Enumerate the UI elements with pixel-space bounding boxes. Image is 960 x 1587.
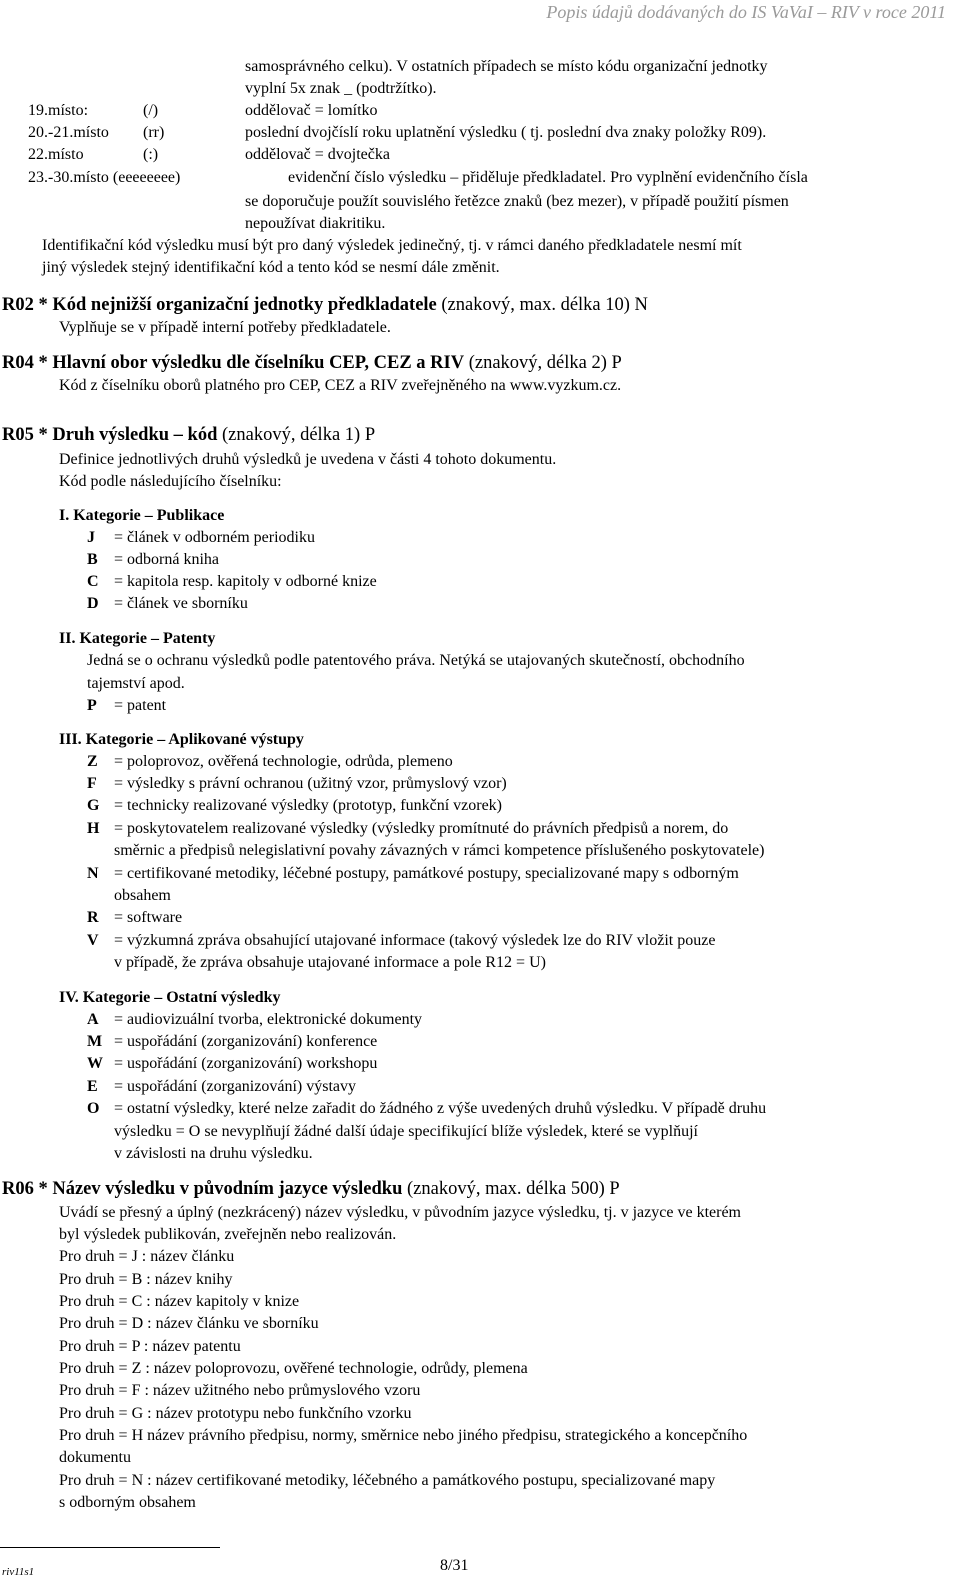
- section-heading-r06: R06 * Název výsledku v původním jazyce výsledku (znakový, max. délka 500) P: [2, 1179, 620, 1199]
- page-number: 8/31: [440, 1557, 469, 1574]
- code-item: O = ostatní výsledky, které nelze zařadit do žádného z výše uvedených druhů výsledku. V případě druhu: [87, 1100, 767, 1117]
- section-heading-r02: R02 * Kód nejnižší organizační jednotky předkladatele (znakový, max. délka 10) N: [2, 295, 648, 315]
- page-header-title: Popis údajů dodávaných do IS VaVaI – RIV v roce 2011: [546, 2, 946, 22]
- text-line: Pro druh = D : název článku ve sborníku: [59, 1315, 319, 1332]
- text-line: Pro druh = G : název prototypu nebo funkčního vzorku: [59, 1405, 412, 1422]
- text-line: Jedná se o ochranu výsledků podle patentového práva. Netýká se utajovaných skutečností, obchodního: [87, 652, 745, 669]
- code-item: F = výsledky s právní ochranou (užitný vzor, průmyslový vzor): [87, 775, 507, 792]
- text-line: nepoužívat diakritiku.: [245, 215, 386, 232]
- code-item: V = výzkumná zpráva obsahující utajované informace (takový výsledek lze do RIV vložit pouze: [87, 932, 716, 949]
- text-line: dokumentu: [59, 1449, 131, 1466]
- text-line: Pro druh = B : název knihy: [59, 1271, 233, 1288]
- code-item: D = článek ve sborníku: [87, 595, 248, 612]
- category-heading: II. Kategorie – Patenty: [59, 630, 216, 647]
- section-heading-r05: R05 * Druh výsledku – kód (znakový, délka 1) P: [2, 425, 376, 445]
- footer-divider: [0, 1547, 220, 1548]
- position-code: (/): [143, 102, 159, 119]
- section-heading-r04: R04 * Hlavní obor výsledku dle číselníku CEP, CEZ a RIV (znakový, délka 2) P: [2, 353, 622, 373]
- text-line: směrnic a předpisů nelegislativní povahy závazných v rámci kompetence příslušeného poskytovatele): [114, 842, 765, 859]
- code-item: R = software: [87, 909, 183, 926]
- text-line: výsledku = O se nevyplňují žádné další údaje specifikující blíže výsledek, které se vyplňují: [114, 1123, 698, 1140]
- code-item: J = článek v odborném periodiku: [87, 529, 315, 546]
- text-line: byl výsledek publikován, zveřejněn nebo realizován.: [59, 1226, 397, 1243]
- text-line: Pro druh = P : název patentu: [59, 1338, 241, 1355]
- position-label: 23.-30.místo (eeeeeeee): [28, 169, 181, 186]
- code-item: W = uspořádání (zorganizování) workshopu: [87, 1055, 378, 1072]
- text-line: se doporučuje použít souvislého řetězce znaků (bez mezer), v případě použití písmen: [245, 193, 789, 210]
- code-item: P = patent: [87, 697, 167, 714]
- category-heading: I. Kategorie – Publikace: [59, 507, 225, 524]
- section-description: Definice jednotlivých druhů výsledků je uvedena v části 4 tohoto dokumentu.: [59, 451, 557, 468]
- code-item: E = uspořádání (zorganizování) výstavy: [87, 1078, 356, 1095]
- position-label: 19.místo:: [28, 102, 89, 119]
- code-item: C = kapitola resp. kapitoly v odborné knize: [87, 573, 377, 590]
- position-code: (rr): [143, 124, 165, 141]
- category-heading: III. Kategorie – Aplikované výstupy: [59, 731, 304, 748]
- code-item: G = technicky realizované výsledky (prototyp, funkční vzorek): [87, 797, 502, 814]
- position-label: 20.-21.místo: [28, 124, 109, 141]
- section-description: Vyplňuje se v případě interní potřeby předkladatele.: [59, 319, 391, 336]
- code-item: B = odborná kniha: [87, 551, 219, 568]
- code-item: H = poskytovatelem realizované výsledky (výsledky promítnuté do právních předpisů a norem, do: [87, 820, 729, 837]
- text-line: Pro druh = J : název článku: [59, 1248, 235, 1265]
- text-line: Pro druh = C : název kapitoly v knize: [59, 1293, 300, 1310]
- section-description: Kód z číselníku oborů platného pro CEP, CEZ a RIV zveřejněného na www.vyzkum.cz.: [59, 377, 622, 394]
- code-item: A = audiovizuální tvorba, elektronické dokumenty: [87, 1011, 423, 1028]
- text-line: evidenční číslo výsledku – přiděluje předkladatel. Pro vyplnění evidenčního čísla: [288, 169, 808, 186]
- text-line: poslední dvojčíslí roku uplatnění výsledku ( tj. poslední dva znaky položky R09).: [245, 124, 767, 141]
- text-line: oddělovač = dvojtečka: [245, 146, 390, 163]
- code-item: M = uspořádání (zorganizování) konference: [87, 1033, 378, 1050]
- text-line: s odborným obsahem: [59, 1494, 196, 1511]
- text-line: vyplní 5x znak _ (podtržítko).: [245, 80, 437, 97]
- text-line: samosprávného celku). V ostatních případech se místo kódu organizační jednotky: [245, 58, 768, 75]
- position-label: 22.místo: [28, 146, 84, 163]
- text-line: Identifikační kód výsledku musí být pro daný výsledek jedinečný, tj. v rámci daného předkladatele nesmí mít: [42, 237, 742, 254]
- text-line: Pro druh = F : název užitného nebo průmyslového vzoru: [59, 1382, 421, 1399]
- section-description: Kód podle následujícího číselníku:: [59, 473, 282, 490]
- text-line: oddělovač = lomítko: [245, 102, 378, 119]
- text-line: Pro druh = Z : název poloprovozu, ověřené technologie, odrůdy, plemena: [59, 1360, 528, 1377]
- text-line: v případě, že zpráva obsahuje utajované informace a pole R12 = U): [114, 954, 546, 971]
- code-item: Z = poloprovoz, ověřená technologie, odrůda, plemeno: [87, 753, 453, 770]
- category-heading: IV. Kategorie – Ostatní výsledky: [59, 989, 281, 1006]
- text-line: obsahem: [114, 887, 171, 904]
- text-line: Uvádí se přesný a úplný (nezkrácený) název výsledku, v původním jazyce výsledku, tj. v jazyce ve kterém: [59, 1204, 741, 1221]
- text-line: Pro druh = N : název certifikované metodiky, léčebného a památkového postupu, specializované mapy: [59, 1472, 716, 1489]
- text-line: Pro druh = H název právního předpisu, normy, směrnice nebo jiného předpisu, strategického a koncepčního: [59, 1427, 748, 1444]
- footer-doc-id: riv11s1: [2, 1566, 35, 1578]
- code-item: N = certifikované metodiky, léčebné postupy, památkové postupy, specializované mapy s odborným: [87, 865, 739, 882]
- text-line: v závislosti na druhu výsledku.: [114, 1145, 313, 1162]
- text-line: tajemství apod.: [87, 675, 185, 692]
- position-code: (:): [143, 146, 159, 163]
- text-line: jiný výsledek stejný identifikační kód a tento kód se nesmí dále změnit.: [42, 259, 500, 276]
